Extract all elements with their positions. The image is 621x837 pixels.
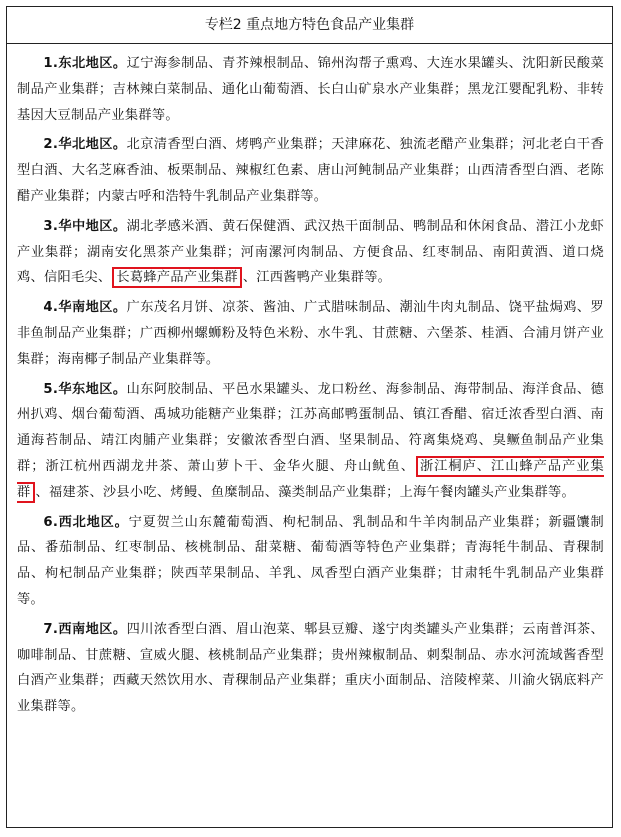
column-content [7,44,612,720]
section-south [17,295,604,372]
section-text: 、福建茶、沙县小吃、烤鳗、鱼糜制品、藻类制品产业集群；上海午餐肉罐头产业集群等。 [35,484,575,500]
section-text: 辽宁海参制品、青芥辣根制品、锦州沟帮子熏鸡、大连水果罐头、沈阳新民酸菜制品产业集群；吉林辣白菜制品、通化山葡萄酒、长白山矿泉水产业集群；黑龙江婴配乳粉、非转基因大豆制品产业集群等。 [17,56,604,123]
section-northeast [17,51,604,128]
section-north [17,132,604,209]
section-east [17,377,604,506]
section-southwest [17,617,604,720]
section-label: 7.西南地区。 [43,621,127,637]
section-label: 3.华中地区。 [43,218,127,234]
section-label: 5.华东地区。 [43,381,127,397]
highlight-box: 浙江桐庐、江山蜂产品产业集群 [17,456,604,503]
section-text: 宁夏贺兰山东麓葡萄酒、枸杞制品、乳制品和牛羊肉制品产业集群；新疆馕制品、番茄制品、红枣制品、核桃制品、甜菜糖、葡萄酒等特色产业集群；青海牦牛制品、青稞制品、枸杞制品产业集群；陕西苹果制品、羊乳、凤香型白酒产业集群；甘肃牦牛乳制品产业集群等。 [17,514,604,607]
column-box [6,6,613,828]
section-northwest [17,510,604,613]
section-label: 2.华北地区。 [43,137,127,153]
section-label: 4.华南地区。 [43,300,127,316]
section-text: 、江西酱鸭产业集群等。 [242,270,392,286]
section-text: 山东阿胶制品、平邑水果罐头、龙口粉丝、海参制品、海带制品、海洋食品、德州扒鸡、烟台葡萄酒、禹城功能糖产业集群；江苏高邮鸭蛋制品、镇江香醋、宿迁浓香型白酒、南通海苔制品、靖江肉脯产业集群；安徽浓香型白酒、坚果制品、符离集烧鸡、臭鳜鱼制品产业集群；浙江杭州西湖龙井茶、萧山萝卜干、金华火腿、舟山鱿鱼、 [17,381,604,474]
section-label: 1.东北地区。 [43,56,127,71]
section-text: 湖北孝感米酒、黄石保健酒、武汉热干面制品、鸭制品和休闲食品、潜江小龙虾产业集群；湖南安化黑茶产业集群；河南漯河肉制品、方便食品、红枣制品、南阳黄酒、道口烧鸡、信阳毛尖、 [17,218,604,286]
section-label: 6.西北地区。 [43,514,129,530]
section-text: 北京清香型白酒、烤鸭产业集群；天津麻花、独流老醋产业集群；河北老白干香型白酒、大名芝麻香油、板栗制品、辣椒红色素、唐山河鲀制品产业集群；山西清香型白酒、老陈醋产业集群；内蒙古呼和浩特牛乳制品产业集群等。 [17,137,604,204]
section-central [17,214,604,291]
column-title: 专栏2 重点地方特色食品产业集群 [7,7,612,44]
highlight-box: 长葛蜂产品产业集群 [112,267,241,288]
section-text: 广东茂名月饼、凉茶、酱油、广式腊味制品、潮汕牛肉丸制品、饶平盐焗鸡、罗非鱼制品产业集群；广西柳州螺蛳粉及特色米粉、水牛乳、甘蔗糖、六堡茶、桂酒、合浦月饼产业集群；海南椰子制品产业集群等。 [17,300,604,367]
section-text: 四川浓香型白酒、眉山泡菜、郫县豆瓣、遂宁肉类罐头产业集群；云南普洱茶、咖啡制品、甘蔗糖、宣威火腿、核桃制品产业集群；贵州辣椒制品、刺梨制品、赤水河流域酱香型白酒产业集群；西藏天然饮用水、青稞制品产业集群；重庆小面制品、涪陵榨菜、川渝火锅底料产业集群等。 [17,621,604,715]
